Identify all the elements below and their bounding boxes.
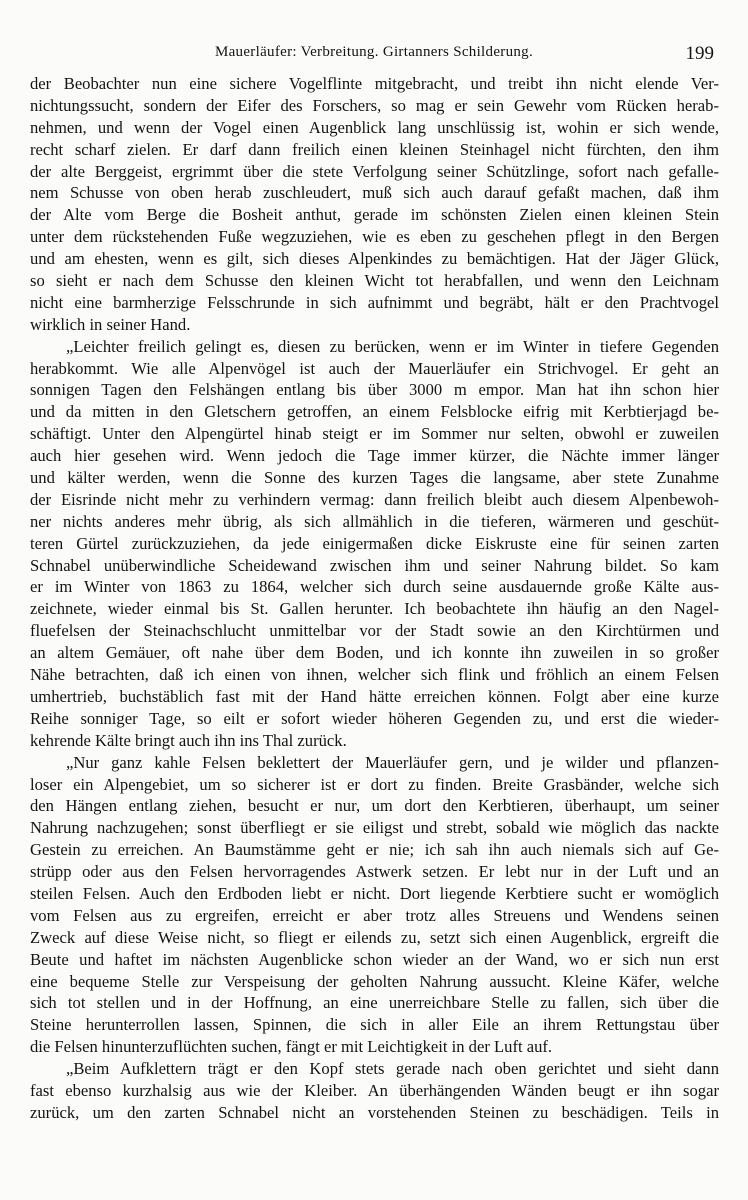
text-line: Steine herunterrollen lassen, Spinnen, die sich in aller Eile an ihrem Rettungstau über [30,1015,719,1035]
text-line: die Felsen hinunterzuflüchten suchen, fängt er mit Leichtigkeit in der Luft auf. [30,1037,553,1057]
text-line: Schnabel unüberwindliche Scheidewand zwischen ihm und seiner Nahrung bildet. So kam [30,555,719,575]
text-line: „Nur ganz kahle Felsen beklettert der Mauerläufer gern, und je wilder und pflanzen- [66,752,719,772]
text-line: und am ehesten, wenn es gilt, sich dieses Alpenkindes zu bemächtigen. Hat der Jäger Glück, [30,249,719,269]
text-line: loser ein Alpengebiet, um so sicherer ist er dort zu finden. Breite Grasbänder, welche sich [30,774,719,794]
paragraph [30,752,719,1058]
page-number: 199 [685,43,714,64]
text-line: steilen Felsen. Auch den Erdboden liebt er nicht. Dort liegende Kerbtiere sucht er womöglich [30,883,719,903]
text-line: er im Winter von 1863 zu 1864, welcher sich durch seine ausdauernde große Kälte aus- [30,577,719,597]
text-line: nem Schusse von oben herab zuschleudert, muß sich auch darauf gefaßt machen, daß ihm [30,183,719,203]
body-text [30,73,719,1124]
text-line: umhertrieb, buchstäblich fast mit der Hand hätte erreichen können. Folgt aber eine kurze [30,686,719,706]
text-line: zeichnete, wieder einmal bis St. Gallen herunter. Ich beobachtete ihn häufig an den Nagel- [30,599,719,619]
text-line: Nahrung nachzugehen; sonst überfliegt er sie eiligst und strebt, sobald wie möglich das nackte [30,818,719,838]
text-line: recht scharf zielen. Er darf dann freilich einen kleinen Steinhagel nicht fürchten, den ihm [30,139,719,159]
text-line: schäftigt. Unter den Alpengürtel hinab steigt er im Sommer nur selten, obwohl er zuweilen [30,424,719,444]
text-line: vom Felsen aus zu ergreifen, erreicht er aber trotz alles Streuens und Wendens seinen [30,905,719,925]
text-line: zurück, um den zarten Schnabel nicht an vorstehenden Steinen zu beschädigen. Teils in [30,1102,719,1122]
text-line: nehmen, und wenn der Vogel einen Augenblick lang unschlüssig ist, wohin er sich wende, [30,117,719,137]
text-line: so sieht er nach dem Schusse den kleinen Wicht tot herabfallen, und wenn den Leichnam [30,271,719,291]
text-line: fast ebenso kurzhalsig aus wie der Kleiber. An überhängenden Wänden beugt er ihn sogar [30,1080,719,1100]
text-line: unter dem rückstehenden Fuße wegzuziehen, wie es eben zu geschehen pflegt in den Bergen [30,227,719,247]
text-line: nichtungssucht, sondern der Eifer des Forschers, so mag er sein Gewehr vom Rücken herab- [30,95,719,115]
text-line: der Beobachter nun eine sichere Vogelflinte mitgebracht, und treibt ihn nicht elende Ver- [30,74,719,93]
text-line: sich tot stellen und in der Hoffnung, an eine unerreichbare Stelle zu fallen, sich über die [30,993,719,1013]
text-line: und da mitten in den Gletschern getroffen, an einem Felsblocke eifrig mit Kerbtierjagd be- [30,402,719,422]
text-line: der Eisrinde nicht mehr zu verhindern vermag: dann freilich bleibt auch diesem Alpenbewoh- [30,489,719,509]
text-line: „Beim Aufklettern trägt er den Kopf stets gerade nach oben gerichtet und sieht dann [66,1059,719,1079]
text-line: fluefelsen der Steinachschlucht unmittelbar vor der Stadt sowie an den Kirchtürmen und [30,621,719,641]
text-line: und kälter werden, wenn die Sonne des kurzen Tages die langsame, aber stete Zunahme [30,468,719,488]
running-header [0,44,748,68]
text-line: eine bequeme Stelle zur Verspeisung der geholten Nahrung aussucht. Kleine Käfer, welche [30,971,719,991]
text-line: herabkommt. Wie alle Alpenvögel ist auch der Mauerläufer ein Strichvogel. Er geht an [30,358,719,378]
text-line: kehrende Kälte bringt auch ihn ins Thal zurück. [30,730,347,750]
text-line: der Alte vom Berge die Bosheit anthut, gerade im schönsten Zielen einen kleinen Stein [30,205,719,225]
text-line: nicht eine barmherzige Felsschrunde in sich aufnimmt und begräbt, hält er den Prachtvogel [30,292,719,312]
text-line: Beute und haftet im nächsten Augenblicke schon wieder an der Wand, wo er sich nun erst [30,949,719,969]
text-line: „Leichter freilich gelingt es, diesen zu berücken, wenn er im Winter in tiefere Gegenden [66,336,719,356]
text-line: Gestein zu erreichen. An Baumstämme geht er nie; ich sah ihn auch niemals sich auf Ge- [30,840,719,860]
text-line: Reihe sonniger Tage, so eilt er sofort wieder höheren Gegenden zu, und erst die wieder- [30,708,719,728]
text-line: ner nichts anderes mehr übrig, als sich allmählich in die tieferen, wärmeren und geschüt- [30,511,719,531]
text-line: den Hängen entlang ziehen, besucht er nur, um dort den Kerbtieren, überhaupt, um seiner [30,796,719,816]
text-line: Nähe betrachten, daß ich einen von ihnen, welcher sich flink und fröhlich an einem Felsen [30,665,719,685]
text-line: Zweck auf diese Weise nicht, so fliegt er eilends zu, setzt sich einen Augenblick, ergreift die [30,927,719,947]
text-line: wirklich in seiner Hand. [30,314,191,334]
text-line: an altem Gemäuer, oft nahe über dem Boden, und ich konnte ihn zuweilen in so großer [30,643,719,663]
text-line: strüpp oder aus den Felsen hervorragendes Astwerk setzen. Er lebt nur in der Luft und an [30,862,719,882]
text-line: sonnigen Tagen den Felshängen entlang bis über 3000 m empor. Man hat ihn schon hier [30,380,719,400]
text-line: auch hier gesehen wird. Wenn jedoch die Tage immer kürzer, die Nächte immer länger [30,446,719,466]
paragraph [30,1058,719,1124]
paragraph [30,73,719,336]
paragraph [30,336,719,752]
text-line: der alte Berggeist, ergrimmt über die stete Verfolgung seiner Schützlinge, sofort nach gefalle- [30,161,719,181]
running-title: Mauerläufer: Verbreitung. Girtanners Schilderung. [214,44,534,60]
text-line: teren Gürtel zurückzuziehen, da jede einigermaßen dicke Eiskruste eine für seinen zarten [30,533,719,553]
